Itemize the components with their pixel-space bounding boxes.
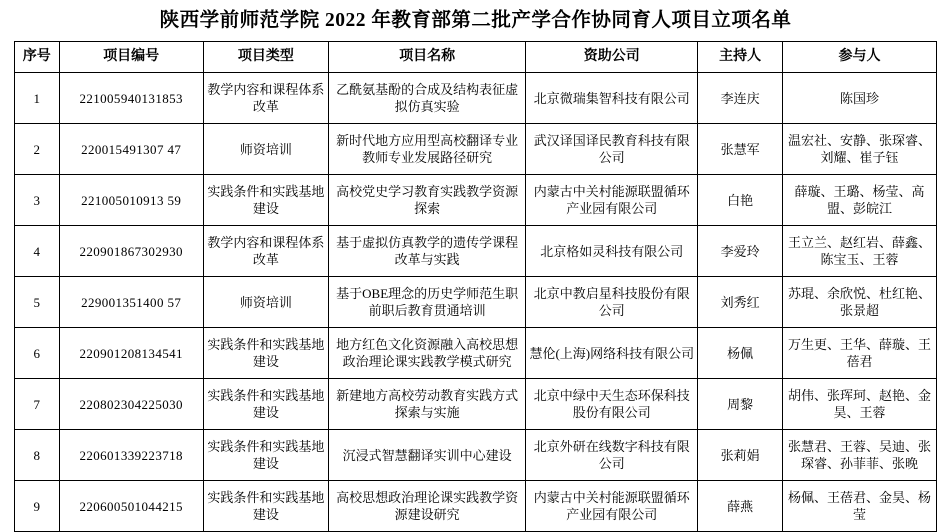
cell-type: 实践条件和实践基地建设 bbox=[203, 175, 328, 226]
cell-type: 师资培训 bbox=[203, 277, 328, 328]
cell-code: 220901208134541 bbox=[59, 328, 203, 379]
cell-company: 北京中绿中天生态环保科技股份有限公司 bbox=[526, 379, 698, 430]
cell-seq: 4 bbox=[15, 226, 60, 277]
project-list-table bbox=[14, 41, 937, 532]
cell-name: 基于OBE理念的历史学师范生职前职后教育贯通培训 bbox=[329, 277, 526, 328]
cell-name: 基于虚拟仿真教学的遗传学课程改革与实践 bbox=[329, 226, 526, 277]
cell-type: 师资培训 bbox=[203, 124, 328, 175]
table-container bbox=[0, 41, 951, 532]
column-header-company: 资助公司 bbox=[526, 42, 698, 73]
cell-code: 220802304225030 bbox=[59, 379, 203, 430]
page-title: 陕西学前师范学院 2022 年教育部第二批产学合作协同育人项目立项名单 bbox=[159, 10, 792, 31]
cell-seq: 8 bbox=[15, 430, 60, 481]
table-row bbox=[15, 430, 937, 481]
cell-host: 张莉娟 bbox=[698, 430, 783, 481]
cell-type: 教学内容和课程体系改革 bbox=[203, 226, 328, 277]
cell-type: 实践条件和实践基地建设 bbox=[203, 379, 328, 430]
column-header-code: 项目编号 bbox=[59, 42, 203, 73]
cell-code: 221005940131853 bbox=[59, 73, 203, 124]
cell-type: 教学内容和课程体系改革 bbox=[203, 73, 328, 124]
cell-company: 慧伦(上海)网络科技有限公司 bbox=[526, 328, 698, 379]
cell-participants: 王立兰、赵红岩、薛鑫、陈宝玉、王蓉 bbox=[783, 226, 937, 277]
column-header-seq: 序号 bbox=[15, 42, 60, 73]
cell-participants: 杨佩、王蓓君、金昊、杨莹 bbox=[783, 481, 937, 532]
cell-host: 杨佩 bbox=[698, 328, 783, 379]
cell-code: 221005010913 59 bbox=[59, 175, 203, 226]
column-header-name: 项目名称 bbox=[329, 42, 526, 73]
cell-participants: 薛璇、王璐、杨莹、高盟、彭皖江 bbox=[783, 175, 937, 226]
cell-code: 220600501044215 bbox=[59, 481, 203, 532]
cell-code: 220901867302930 bbox=[59, 226, 203, 277]
cell-name: 沉浸式智慧翻译实训中心建设 bbox=[329, 430, 526, 481]
cell-company: 北京中教启星科技股份有限公司 bbox=[526, 277, 698, 328]
cell-name: 地方红色文化资源融入高校思想政治理论课实践教学模式研究 bbox=[329, 328, 526, 379]
cell-code: 220015491307 47 bbox=[59, 124, 203, 175]
cell-company: 北京外研在线数字科技有限公司 bbox=[526, 430, 698, 481]
cell-company: 北京微瑞集智科技有限公司 bbox=[526, 73, 698, 124]
cell-host: 薛燕 bbox=[698, 481, 783, 532]
table-row bbox=[15, 73, 937, 124]
cell-participants: 胡伟、张珲珂、赵艳、金昊、王蓉 bbox=[783, 379, 937, 430]
cell-type: 实践条件和实践基地建设 bbox=[203, 328, 328, 379]
cell-company: 武汉译国译民教育科技有限公司 bbox=[526, 124, 698, 175]
cell-participants: 温宏社、安静、张琛睿、刘耀、崔子钰 bbox=[783, 124, 937, 175]
cell-name: 新建地方高校劳动教育实践方式探索与实施 bbox=[329, 379, 526, 430]
cell-seq: 2 bbox=[15, 124, 60, 175]
cell-host: 张慧军 bbox=[698, 124, 783, 175]
cell-name: 高校思想政治理论课实践教学资源建设研究 bbox=[329, 481, 526, 532]
table-row bbox=[15, 226, 937, 277]
cell-participants: 苏琨、余欣悦、杜红艳、张景超 bbox=[783, 277, 937, 328]
cell-participants: 张慧君、王蓉、吴迪、张琛睿、孙菲菲、张晚 bbox=[783, 430, 937, 481]
cell-seq: 3 bbox=[15, 175, 60, 226]
cell-name: 新时代地方应用型高校翻译专业教师专业发展路径研究 bbox=[329, 124, 526, 175]
table-row bbox=[15, 277, 937, 328]
cell-company: 内蒙古中关村能源联盟循环产业园有限公司 bbox=[526, 481, 698, 532]
cell-seq: 7 bbox=[15, 379, 60, 430]
cell-host: 李爱玲 bbox=[698, 226, 783, 277]
cell-code: 229001351400 57 bbox=[59, 277, 203, 328]
column-header-type: 项目类型 bbox=[203, 42, 328, 73]
table-header-row bbox=[15, 42, 937, 73]
table-row bbox=[15, 379, 937, 430]
table-row bbox=[15, 175, 937, 226]
cell-company: 内蒙古中关村能源联盟循环产业园有限公司 bbox=[526, 175, 698, 226]
table-row bbox=[15, 124, 937, 175]
cell-code: 220601339223718 bbox=[59, 430, 203, 481]
cell-host: 李连庆 bbox=[698, 73, 783, 124]
cell-seq: 5 bbox=[15, 277, 60, 328]
column-header-host: 主持人 bbox=[698, 42, 783, 73]
cell-host: 周黎 bbox=[698, 379, 783, 430]
cell-participants: 万生更、王华、薛璇、王蓓君 bbox=[783, 328, 937, 379]
cell-company: 北京格如灵科技有限公司 bbox=[526, 226, 698, 277]
cell-seq: 6 bbox=[15, 328, 60, 379]
table-row bbox=[15, 328, 937, 379]
cell-type: 实践条件和实践基地建设 bbox=[203, 481, 328, 532]
table-row bbox=[15, 481, 937, 532]
cell-type: 实践条件和实践基地建设 bbox=[203, 430, 328, 481]
cell-host: 刘秀红 bbox=[698, 277, 783, 328]
cell-participants: 陈国珍 bbox=[783, 73, 937, 124]
cell-host: 白艳 bbox=[698, 175, 783, 226]
column-header-participants: 参与人 bbox=[783, 42, 937, 73]
cell-seq: 1 bbox=[15, 73, 60, 124]
cell-seq: 9 bbox=[15, 481, 60, 532]
cell-name: 乙酰氨基酚的合成及结构表征虚拟仿真实验 bbox=[329, 73, 526, 124]
cell-name: 高校党史学习教育实践教学资源探索 bbox=[329, 175, 526, 226]
